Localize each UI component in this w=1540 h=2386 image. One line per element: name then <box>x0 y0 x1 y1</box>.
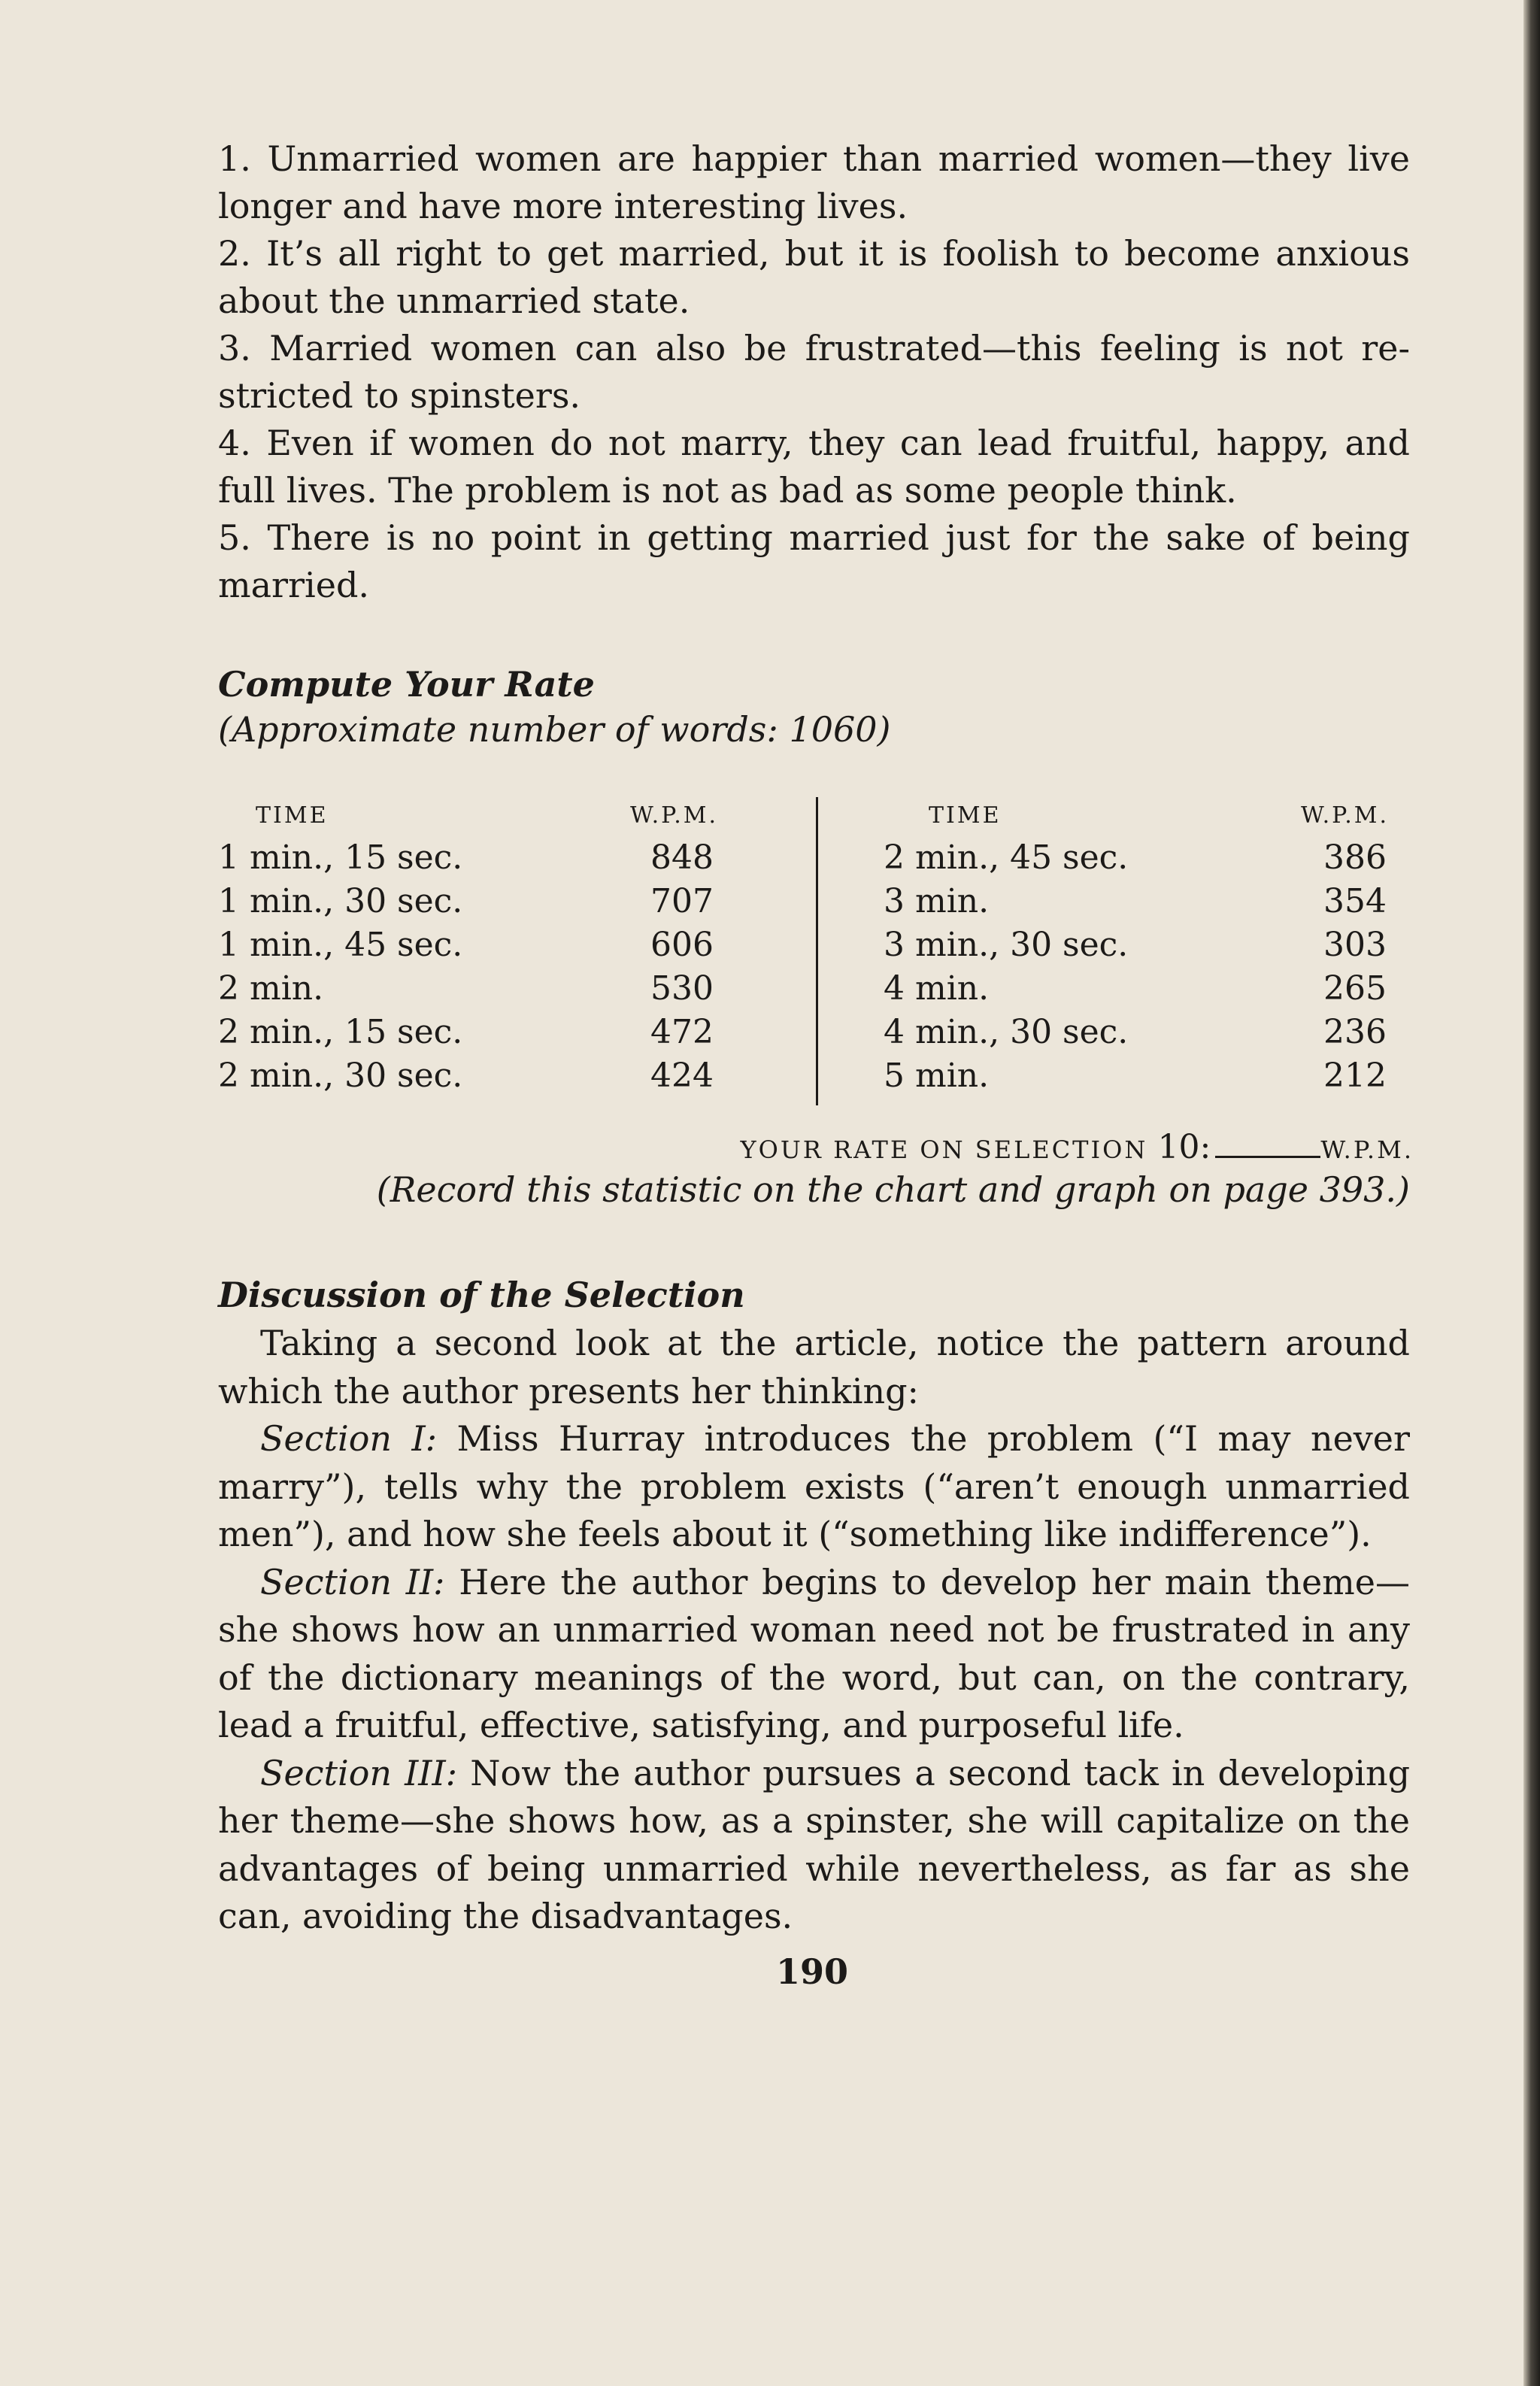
section-text: Here the author begins to develop her main theme—she shows how an unmarried woman need not be frustrated in any of the dictionary meanings of the word, but can, on the contrary, lead a fruitful, effective, satisfying, and purposeful life. <box>218 1561 1411 1745</box>
left-time-cell: 2 min., 30 sec. <box>218 1057 463 1095</box>
right-wpm-cell: 386 <box>1323 838 1387 877</box>
left-wpm-cell: 707 <box>650 882 714 920</box>
section-label: Section III: <box>260 1752 458 1793</box>
left-time-cell: 1 min., 45 sec. <box>218 926 463 964</box>
wpm-suffix: W.P.M. <box>1320 1135 1414 1164</box>
right-time-cell: 4 min. <box>884 969 990 1008</box>
right-wpm-header: W.P.M. <box>1301 802 1390 829</box>
left-time-header: TIME <box>256 802 329 829</box>
section-label: Section I: <box>260 1418 438 1459</box>
discussion-heading: Discussion of the Selection <box>218 1275 745 1315</box>
left-wpm-cell: 606 <box>650 926 714 964</box>
approx-word-count: (Approximate number of words: 1060) <box>218 709 891 750</box>
left-wpm-cell: 530 <box>650 969 714 1008</box>
section-label: Section II: <box>260 1561 445 1602</box>
statement-item: 2. It’s all right to get married, but it is foolish to become anxious about the unmarried state. <box>218 233 1410 321</box>
record-note: (Record this statistic on the chart and graph on page 393.) <box>376 1169 1410 1210</box>
right-wpm-cell: 303 <box>1323 926 1387 964</box>
compute-rate-section <box>218 662 1410 752</box>
right-time-cell: 2 min., 45 sec. <box>884 838 1129 877</box>
rate-fill-in-blank <box>1215 1133 1320 1158</box>
your-rate-label: YOUR RATE ON SELECTION <box>740 1135 1148 1164</box>
left-wpm-cell: 472 <box>650 1013 714 1051</box>
section-text: Miss Hurray introduces the problem (“I may never marry”), tells why the problem exists (“aren’t enough unmarried men”), and how she feels about it (“something like indifference”). <box>218 1418 1411 1554</box>
right-wpm-cell: 236 <box>1323 1013 1387 1051</box>
statement-item: 4. Even if women do not marry, they can lead fruitful, happy, and full lives. The problem is not as bad as some people think. <box>218 423 1410 511</box>
numbered-statements <box>218 135 1410 609</box>
discussion-section <box>218 1271 1410 1941</box>
page-number: 190 <box>775 1951 849 1992</box>
discussion-intro: Taking a second look at the article, notice the pattern around which the author presents her thinking: <box>218 1323 1410 1411</box>
right-time-cell: 3 min. <box>884 882 990 920</box>
section-text: Now the author pursues a second tack in developing her theme—she shows how, as a spinster, she will capitalize on the advantages of being unmarried while nevertheless, as far as she can, avoiding the disadvantages. <box>218 1752 1411 1936</box>
statement-item: 3. Married women can also be frustrated—this feeling is not re-stricted to spinsters. <box>218 328 1410 416</box>
section-paragraph <box>218 1559 1410 1750</box>
selection-number: 10: <box>1157 1128 1211 1166</box>
column-divider <box>816 797 818 1105</box>
right-time-cell: 3 min., 30 sec. <box>884 926 1129 964</box>
page-binding-edge <box>1523 0 1540 2386</box>
right-time-cell: 4 min., 30 sec. <box>884 1013 1129 1051</box>
section-paragraph <box>218 1415 1410 1559</box>
left-time-cell: 2 min. <box>218 969 324 1008</box>
right-time-cell: 5 min. <box>884 1057 990 1095</box>
left-wpm-cell: 848 <box>650 838 714 877</box>
left-time-cell: 1 min., 30 sec. <box>218 882 463 920</box>
left-wpm-header: W.P.M. <box>630 802 719 829</box>
compute-heading: Compute Your Rate <box>218 664 595 705</box>
right-wpm-cell: 212 <box>1323 1057 1387 1095</box>
your-rate-line <box>0 1128 1414 1166</box>
right-wpm-cell: 265 <box>1323 969 1387 1008</box>
right-time-header: TIME <box>929 802 1002 829</box>
left-time-cell: 2 min., 15 sec. <box>218 1013 463 1051</box>
statement-item: 1. Unmarried women are happier than married women—they live longer and have more interesting lives. <box>218 138 1410 226</box>
left-wpm-cell: 424 <box>650 1057 714 1095</box>
statement-item: 5. There is no point in getting married just for the sake of being married. <box>218 517 1410 605</box>
right-wpm-cell: 354 <box>1323 882 1387 920</box>
section-paragraph <box>218 1750 1410 1941</box>
left-time-cell: 1 min., 15 sec. <box>218 838 463 877</box>
